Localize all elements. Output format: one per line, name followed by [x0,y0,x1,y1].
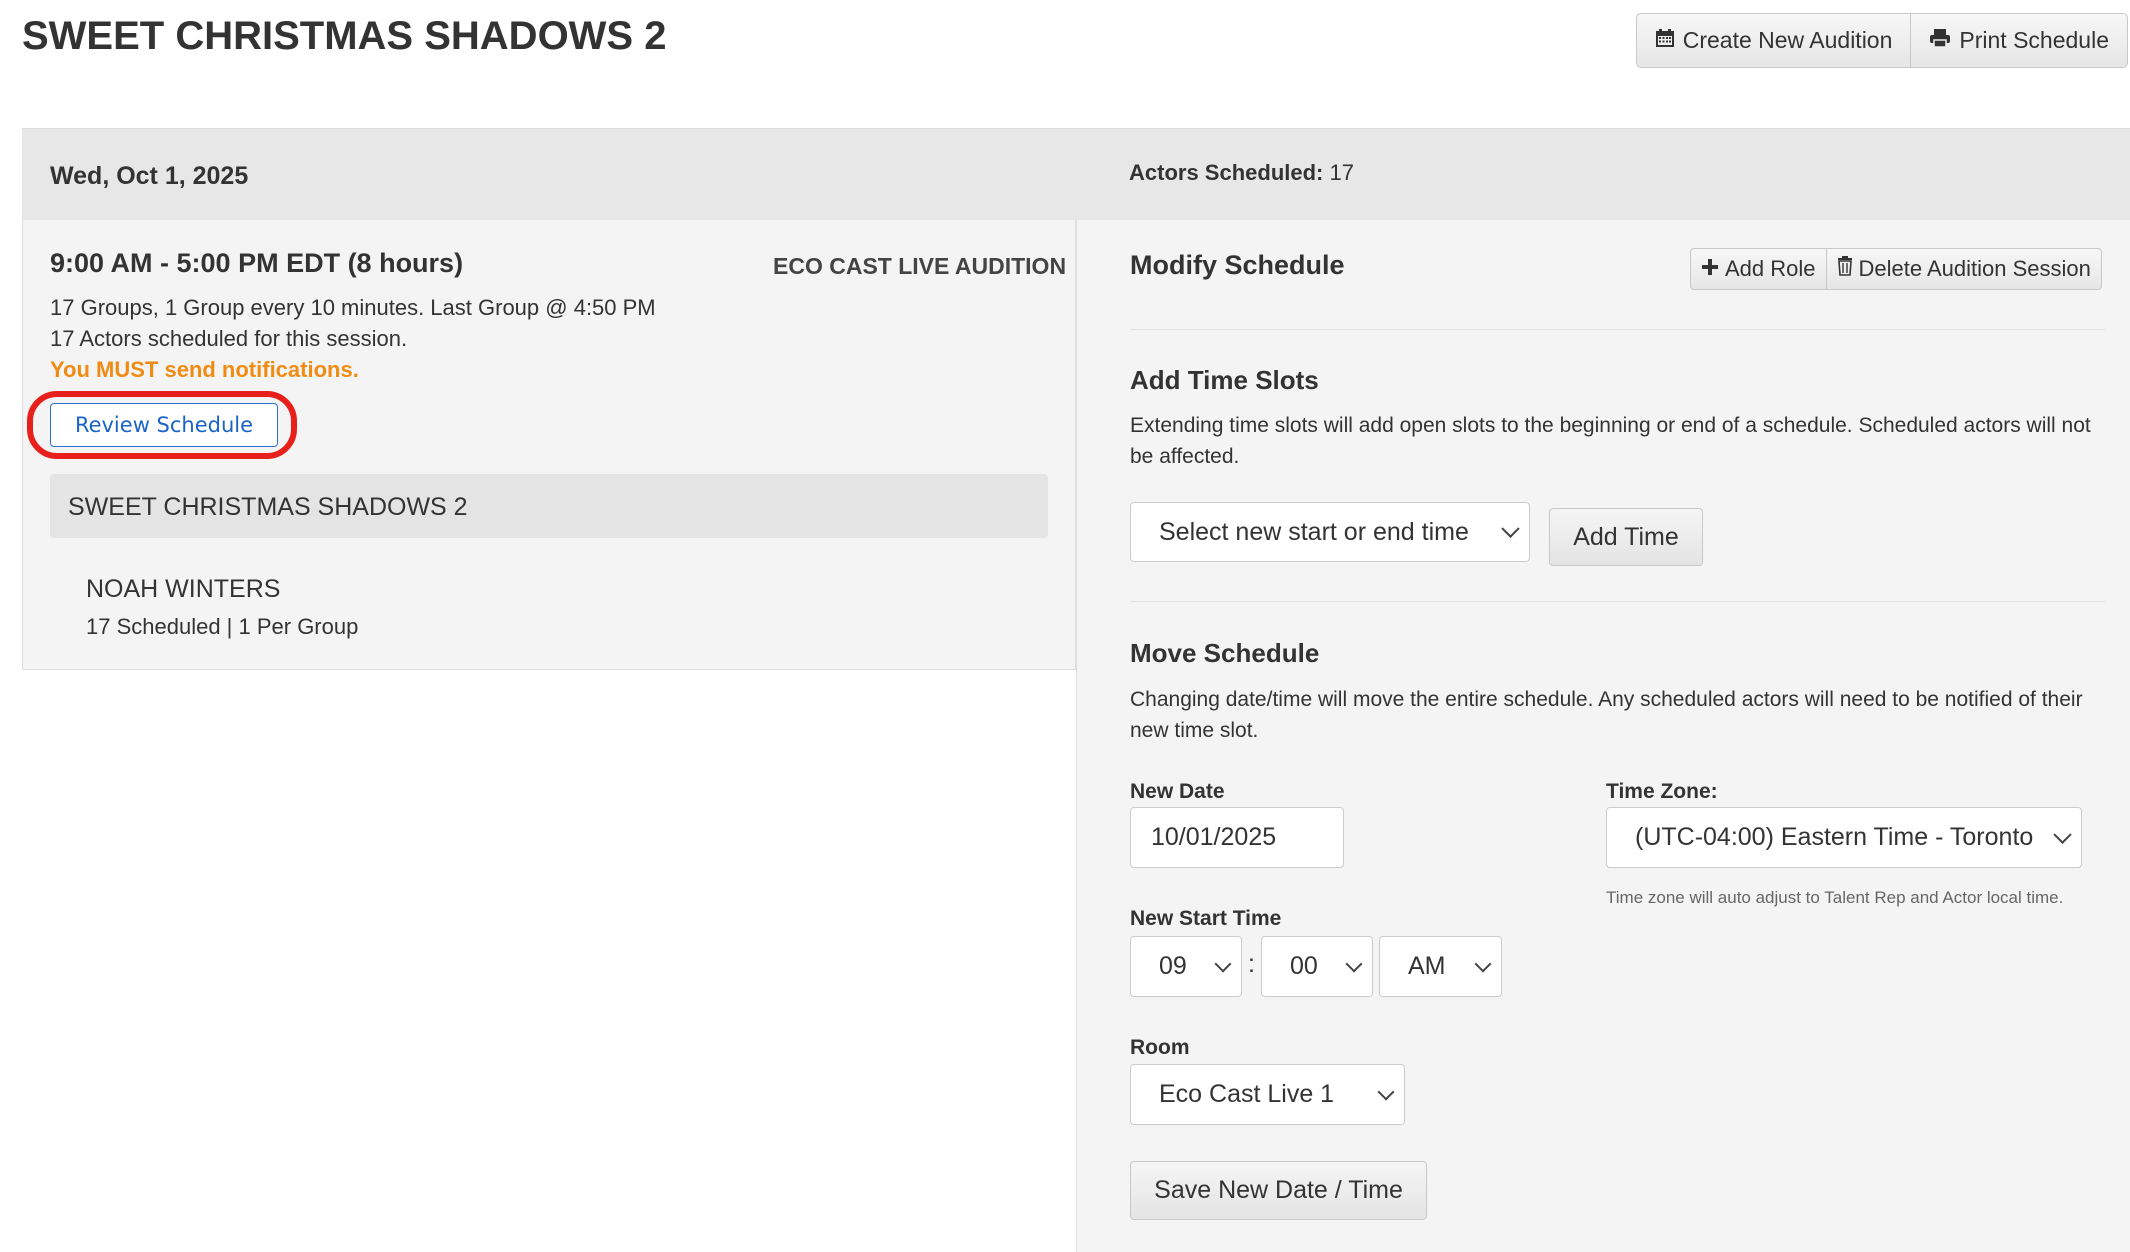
time-zone-help: Time zone will auto adjust to Talent Rep and Actor local time. [1606,888,2064,907]
trash-icon [1837,256,1853,282]
move-schedule-description: Changing date/time will move the entire schedule. Any scheduled actors will need to be notified of their new time slot. [1130,688,2083,742]
actors-scheduled-summary [1129,160,1354,186]
add-time-slots-title: Add Time Slots [1130,365,1319,395]
review-schedule-button[interactable]: Review Schedule [50,403,278,447]
create-new-audition-button[interactable] [1636,13,1912,68]
chevron-down-icon [1215,955,1232,972]
session-header [22,128,2130,220]
minute-value: 00 [1290,952,1318,980]
new-start-end-time-value: Select new start or end time [1159,517,1469,546]
session-date: Wed, Oct 1, 2025 [50,162,249,190]
add-role-button[interactable] [1690,248,1827,290]
print-schedule-button[interactable] [1911,13,2128,68]
new-date-label: New Date [1130,780,1225,803]
time-separator: : [1248,950,1255,978]
print-schedule-label: Print Schedule [1959,27,2109,53]
add-time-button[interactable]: Add Time [1549,508,1703,566]
chevron-down-icon [1378,1083,1395,1100]
session-time-range: 9:00 AM - 5:00 PM EDT (8 hours) [50,248,464,278]
create-new-audition-label: Create New Audition [1682,27,1893,53]
room-label: Room [1130,1036,1190,1059]
project-name: SWEET CHRISTMAS SHADOWS 2 [68,493,468,521]
actors-summary: 17 Actors scheduled for this session. [50,326,408,351]
chevron-down-icon [1501,520,1519,538]
time-zone-value: (UTC-04:00) Eastern Time - Toronto [1635,823,2034,851]
chevron-down-icon [1475,955,1492,972]
groups-summary: 17 Groups, 1 Group every 10 minutes. Last Group @ 4:50 PM [50,295,656,320]
actors-scheduled-count: 17 [1329,160,1354,185]
am-pm-value: AM [1408,952,1446,980]
modify-schedule-title: Modify Schedule [1130,250,1345,280]
hour-select[interactable] [1130,936,1242,997]
actors-scheduled-label: Actors Scheduled: [1129,160,1324,185]
save-new-date-time-button[interactable]: Save New Date / Time [1130,1161,1427,1220]
new-date-input[interactable]: 10/01/2025 [1130,807,1344,868]
session-actions-group [1690,248,2102,290]
add-role-label: Add Role [1725,256,1816,281]
role-detail: 17 Scheduled | 1 Per Group [86,614,359,639]
page-title: SWEET CHRISTMAS SHADOWS 2 [22,14,667,58]
delete-audition-session-label: Delete Audition Session [1858,256,2091,281]
divider [1130,329,2105,330]
divider [1130,601,2105,602]
new-start-end-time-select[interactable] [1130,502,1530,562]
plus-icon [1701,256,1719,282]
move-schedule-title: Move Schedule [1130,638,1320,668]
room-select[interactable] [1130,1064,1405,1125]
room-value: Eco Cast Live 1 [1159,1080,1335,1108]
printer-icon [1929,27,1951,54]
time-zone-label: Time Zone: [1606,780,1718,803]
time-zone-select[interactable] [1606,807,2082,868]
header-button-group [1636,13,2128,68]
new-start-time-label: New Start Time [1130,907,1282,930]
add-time-slots-description: Extending time slots will add open slots to the beginning or end of a schedule. Scheduled actors will not be affected. [1130,414,2091,468]
role-name: NOAH WINTERS [86,575,281,603]
delete-audition-session-button[interactable] [1827,248,2102,290]
notification-warning: You MUST send notifications. [50,357,359,382]
chevron-down-icon [2053,825,2071,843]
am-pm-select[interactable] [1379,936,1502,997]
calendar-icon [1655,27,1675,54]
session-type: ECO CAST LIVE AUDITION [773,253,1067,279]
minute-select[interactable] [1261,936,1373,997]
chevron-down-icon [1346,955,1363,972]
hour-value: 09 [1159,952,1187,980]
